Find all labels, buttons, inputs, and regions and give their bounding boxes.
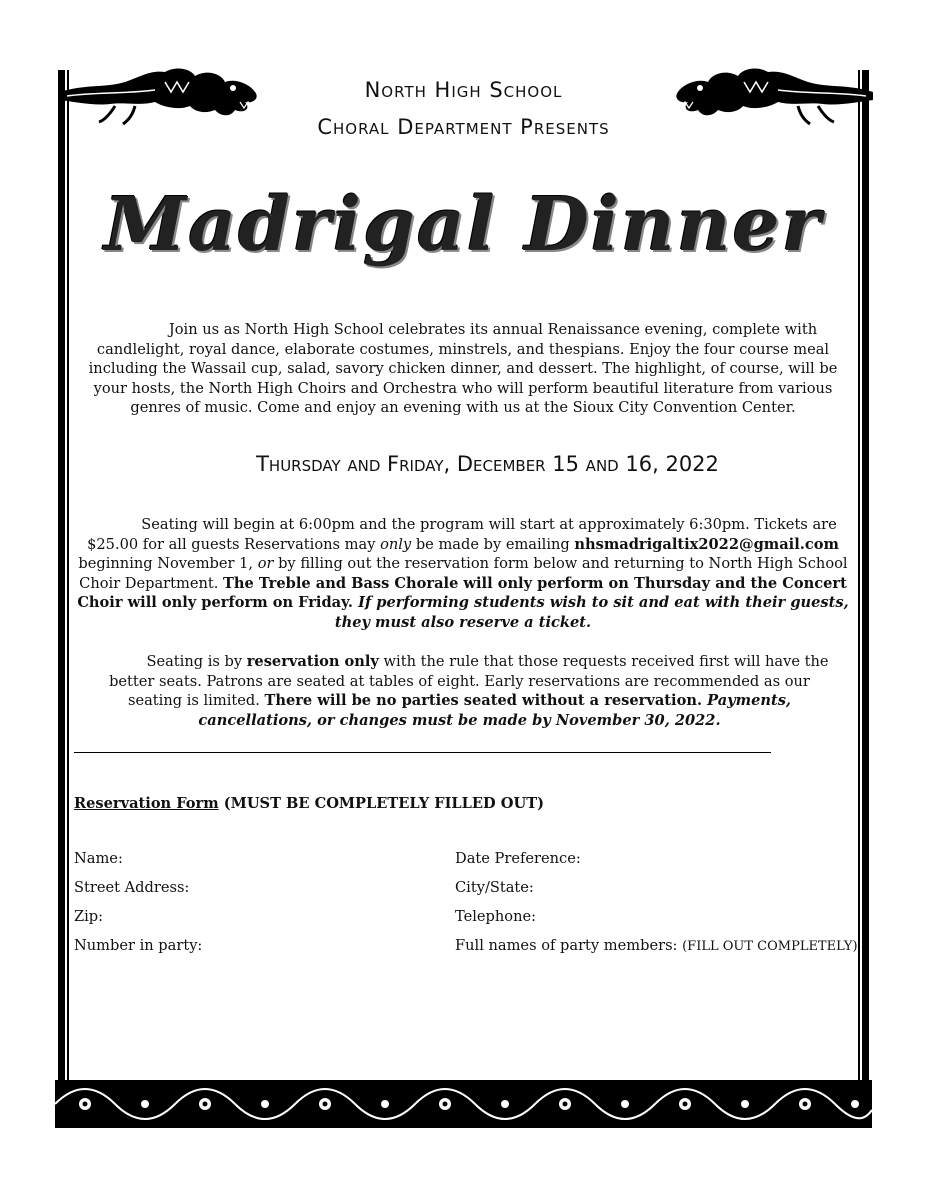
zip-field-label[interactable]: Zip:	[74, 908, 104, 925]
reservation-email[interactable]: nhsmadrigaltix2022@gmail.com	[574, 535, 839, 553]
form-title-label: Reservation Form	[74, 795, 219, 812]
seating-only: only	[380, 535, 412, 553]
event-date: Thursday and Friday, December 15 and 16, 2022	[256, 452, 719, 476]
page-title: Madrigal Dinner	[104, 182, 823, 268]
payment-deadline-note: Payments, cancellations, or changes must be made by November 30, 2022.	[198, 692, 792, 729]
number-in-party-field-label[interactable]: Number in party:	[74, 937, 203, 954]
reservation-paragraph	[82, 652, 837, 730]
street-address-field-label[interactable]: Street Address:	[74, 879, 190, 896]
performance-schedule-note: The Treble and Bass Chorale will only perform on Thursday and the Concert Choir will only perform on Friday.	[77, 574, 847, 611]
date-preference-field-label[interactable]: Date Preference:	[455, 850, 581, 867]
school-name: North High School	[364, 78, 563, 102]
reservation-text-1: Seating is by	[146, 653, 247, 670]
reservation-form-title	[74, 795, 544, 812]
seating-paragraph	[72, 515, 854, 632]
seating-text-2: be made by emailing	[411, 535, 575, 553]
bottom-ornament-border	[55, 1080, 872, 1128]
performer-ticket-note: If performing students wish to sit and eat with their guests, they must also reserve a ticket.	[334, 594, 849, 631]
reservation-only: reservation only	[246, 653, 379, 670]
reservation-text-2: with the rule that those requests received first will have the better seats. Patrons are seated at tables of eight. Early reservations are recommended as our seating is limited.	[109, 653, 829, 709]
city-state-field-label[interactable]: City/State:	[455, 879, 534, 896]
seating-text-4: by filling out the reservation form below and returning to North High School Choir Department.	[79, 555, 848, 592]
intro-paragraph	[72, 320, 854, 418]
form-divider	[74, 752, 771, 753]
intro-text: Join us as North High School celebrates its annual Renaissance evening, complete with candlelight, royal dance, elaborate costumes, minstrels, and thespians. Enjoy the four course meal including the Wassail cup, salad, savory chicken dinner, and dessert. The highlight, of course, will be your hosts, the North High Choirs and Orchestra who will perform beautiful literature from various genres of music. Come and enjoy an evening with us at the Sioux City Convention Center.	[88, 321, 838, 416]
seating-text-1: Seating will begin at 6:00pm and the program will start at approximately 6:30pm. Tickets are $25.00 for all guests Reservations may	[87, 516, 837, 553]
party-members-field[interactable]	[455, 937, 858, 954]
department-presents: Choral Department Presents	[317, 115, 610, 139]
seating-or: or	[257, 555, 274, 572]
form-title-note: (MUST BE COMPLETELY FILLED OUT)	[218, 795, 544, 812]
telephone-field-label[interactable]: Telephone:	[455, 908, 537, 925]
seating-text-3: beginning November 1,	[78, 555, 258, 572]
name-field-label[interactable]: Name:	[74, 850, 123, 867]
party-members-field-label: Full names of party members:	[455, 937, 683, 954]
no-parties-note: There will be no parties seated without a reservation.	[264, 692, 703, 709]
party-members-note: (FILL OUT COMPLETELY)	[682, 939, 858, 954]
